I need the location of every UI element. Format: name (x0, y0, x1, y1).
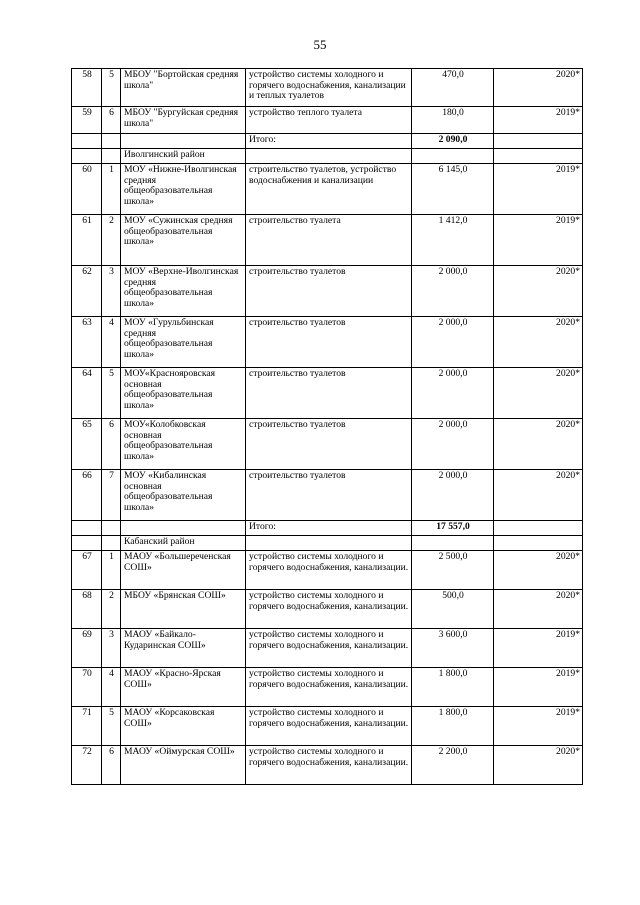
work-description: устройство системы холодного и горячего водоснабжения, канализации. (246, 590, 412, 629)
work-description: устройство системы холодного и горячего водоснабжения, канализации. (246, 629, 412, 668)
table-row (72, 317, 583, 368)
work-description: строительство туалетов (246, 419, 412, 470)
row-number: 59 (72, 107, 102, 134)
empty-cell (412, 536, 494, 551)
school-name: МОУ«Колобковская основная общеобразовательная школа» (121, 419, 246, 470)
district-row (72, 149, 583, 164)
empty-cell (246, 536, 412, 551)
amount: 6 145,0 (412, 164, 494, 215)
row-sub-number: 6 (102, 419, 121, 470)
empty-cell (102, 536, 121, 551)
total-row (72, 521, 583, 536)
work-description: строительство туалетов (246, 317, 412, 368)
table-row (72, 215, 583, 266)
row-number: 62 (72, 266, 102, 317)
row-sub-number: 4 (102, 668, 121, 707)
page-number: 55 (313, 37, 327, 52)
table-row (72, 368, 583, 419)
empty-cell (72, 134, 102, 149)
row-sub-number: 1 (102, 551, 121, 590)
year: 2019* (494, 668, 583, 707)
table-row (72, 266, 583, 317)
row-number: 60 (72, 164, 102, 215)
total-label: Итого: (246, 134, 412, 149)
amount: 3 600,0 (412, 629, 494, 668)
amount: 2 000,0 (412, 470, 494, 521)
year: 2020* (494, 590, 583, 629)
school-name: МАОУ «Красно-Ярская СОШ» (121, 668, 246, 707)
row-sub-number: 5 (102, 69, 121, 107)
empty-cell (121, 521, 246, 536)
work-description: устройство системы холодного и горячего водоснабжения, канализации. (246, 551, 412, 590)
row-number: 71 (72, 707, 102, 746)
row-sub-number: 2 (102, 590, 121, 629)
row-number: 66 (72, 470, 102, 521)
row-number: 61 (72, 215, 102, 266)
row-sub-number: 2 (102, 215, 121, 266)
year: 2019* (494, 629, 583, 668)
row-sub-number: 5 (102, 707, 121, 746)
table-row (72, 668, 583, 707)
work-description: устройство теплого туалета (246, 107, 412, 134)
total-amount: 2 090,0 (412, 134, 494, 149)
amount: 2 000,0 (412, 419, 494, 470)
work-description: строительство туалетов (246, 470, 412, 521)
row-sub-number: 6 (102, 107, 121, 134)
table-row (72, 69, 583, 107)
work-description: строительство туалета (246, 215, 412, 266)
empty-cell (121, 134, 246, 149)
row-sub-number: 3 (102, 266, 121, 317)
empty-cell (494, 149, 583, 164)
work-description: устройство системы холодного и горячего водоснабжения, канализации. (246, 668, 412, 707)
row-sub-number: 6 (102, 746, 121, 785)
school-name: МАОУ «Корсаковская СОШ» (121, 707, 246, 746)
row-sub-number: 5 (102, 368, 121, 419)
row-number: 58 (72, 69, 102, 107)
school-name: МОУ «Гурульбинская средняя общеобразовательная школа» (121, 317, 246, 368)
row-sub-number: 7 (102, 470, 121, 521)
table-row (72, 629, 583, 668)
row-number: 67 (72, 551, 102, 590)
empty-cell (494, 536, 583, 551)
district-row (72, 536, 583, 551)
row-number: 70 (72, 668, 102, 707)
row-number: 72 (72, 746, 102, 785)
amount: 2 000,0 (412, 266, 494, 317)
amount: 1 800,0 (412, 707, 494, 746)
empty-cell (72, 521, 102, 536)
school-name: МОУ «Сужинская средняя общеобразовательная школа» (121, 215, 246, 266)
year: 2020* (494, 419, 583, 470)
work-description: строительство туалетов (246, 266, 412, 317)
school-name: МАОУ «Оймурская СОШ» (121, 746, 246, 785)
amount: 2 000,0 (412, 317, 494, 368)
amount: 2 000,0 (412, 368, 494, 419)
table-row (72, 164, 583, 215)
table-row (72, 746, 583, 785)
amount: 500,0 (412, 590, 494, 629)
table-row (72, 419, 583, 470)
work-description: устройство системы холодного и горячего водоснабжения, канализации. (246, 707, 412, 746)
table-row (72, 590, 583, 629)
year: 2019* (494, 107, 583, 134)
year: 2020* (494, 266, 583, 317)
district-name: Иволгинский район (121, 149, 246, 164)
school-name: МАОУ «Большереченская СОШ» (121, 551, 246, 590)
year: 2019* (494, 164, 583, 215)
total-row (72, 134, 583, 149)
work-description: строительство туалетов, устройство водоснабжения и канализации (246, 164, 412, 215)
year: 2020* (494, 470, 583, 521)
empty-cell (72, 149, 102, 164)
year: 2020* (494, 69, 583, 107)
year: 2019* (494, 707, 583, 746)
year: 2020* (494, 551, 583, 590)
empty-cell (102, 149, 121, 164)
empty-cell (102, 521, 121, 536)
schools-table (71, 68, 583, 785)
school-name: МОУ «Кибалинская основная общеобразовательная школа» (121, 470, 246, 521)
empty-cell (494, 134, 583, 149)
amount: 1 412,0 (412, 215, 494, 266)
row-sub-number: 4 (102, 317, 121, 368)
table-row (72, 707, 583, 746)
work-description: устройство системы холодного и горячего водоснабжения, канализации. (246, 746, 412, 785)
work-description: устройство системы холодного и горячего водоснабжения, канализации и теплых туалетов (246, 69, 412, 107)
total-amount: 17 557,0 (412, 521, 494, 536)
district-name: Кабанский район (121, 536, 246, 551)
total-label: Итого: (246, 521, 412, 536)
amount: 1 800,0 (412, 668, 494, 707)
empty-cell (102, 134, 121, 149)
school-name: МАОУ «Байкало-Кударинская СОШ» (121, 629, 246, 668)
school-name: МБОУ "Бортойская средняя школа" (121, 69, 246, 107)
school-name: МОУ «Верхне-Иволгинская средняя общеобразовательная школа» (121, 266, 246, 317)
empty-cell (72, 536, 102, 551)
school-name: МБОУ "Бургуйская средняя школа" (121, 107, 246, 134)
year: 2019* (494, 215, 583, 266)
empty-cell (412, 149, 494, 164)
year: 2020* (494, 368, 583, 419)
row-number: 65 (72, 419, 102, 470)
row-number: 69 (72, 629, 102, 668)
row-number: 64 (72, 368, 102, 419)
table-row (72, 470, 583, 521)
amount: 2 500,0 (412, 551, 494, 590)
work-description: строительство туалетов (246, 368, 412, 419)
row-number: 68 (72, 590, 102, 629)
year: 2020* (494, 317, 583, 368)
school-name: МБОУ «Брянская СОШ» (121, 590, 246, 629)
amount: 2 200,0 (412, 746, 494, 785)
school-name: МОУ «Нижне-Иволгинская средняя общеобразовательная школа» (121, 164, 246, 215)
table-row (72, 107, 583, 134)
row-number: 63 (72, 317, 102, 368)
table-row (72, 551, 583, 590)
empty-cell (494, 521, 583, 536)
row-sub-number: 1 (102, 164, 121, 215)
row-sub-number: 3 (102, 629, 121, 668)
amount: 470,0 (412, 69, 494, 107)
school-name: МОУ«Краснояровская основная общеобразовательная школа» (121, 368, 246, 419)
amount: 180,0 (412, 107, 494, 134)
empty-cell (246, 149, 412, 164)
year: 2020* (494, 746, 583, 785)
